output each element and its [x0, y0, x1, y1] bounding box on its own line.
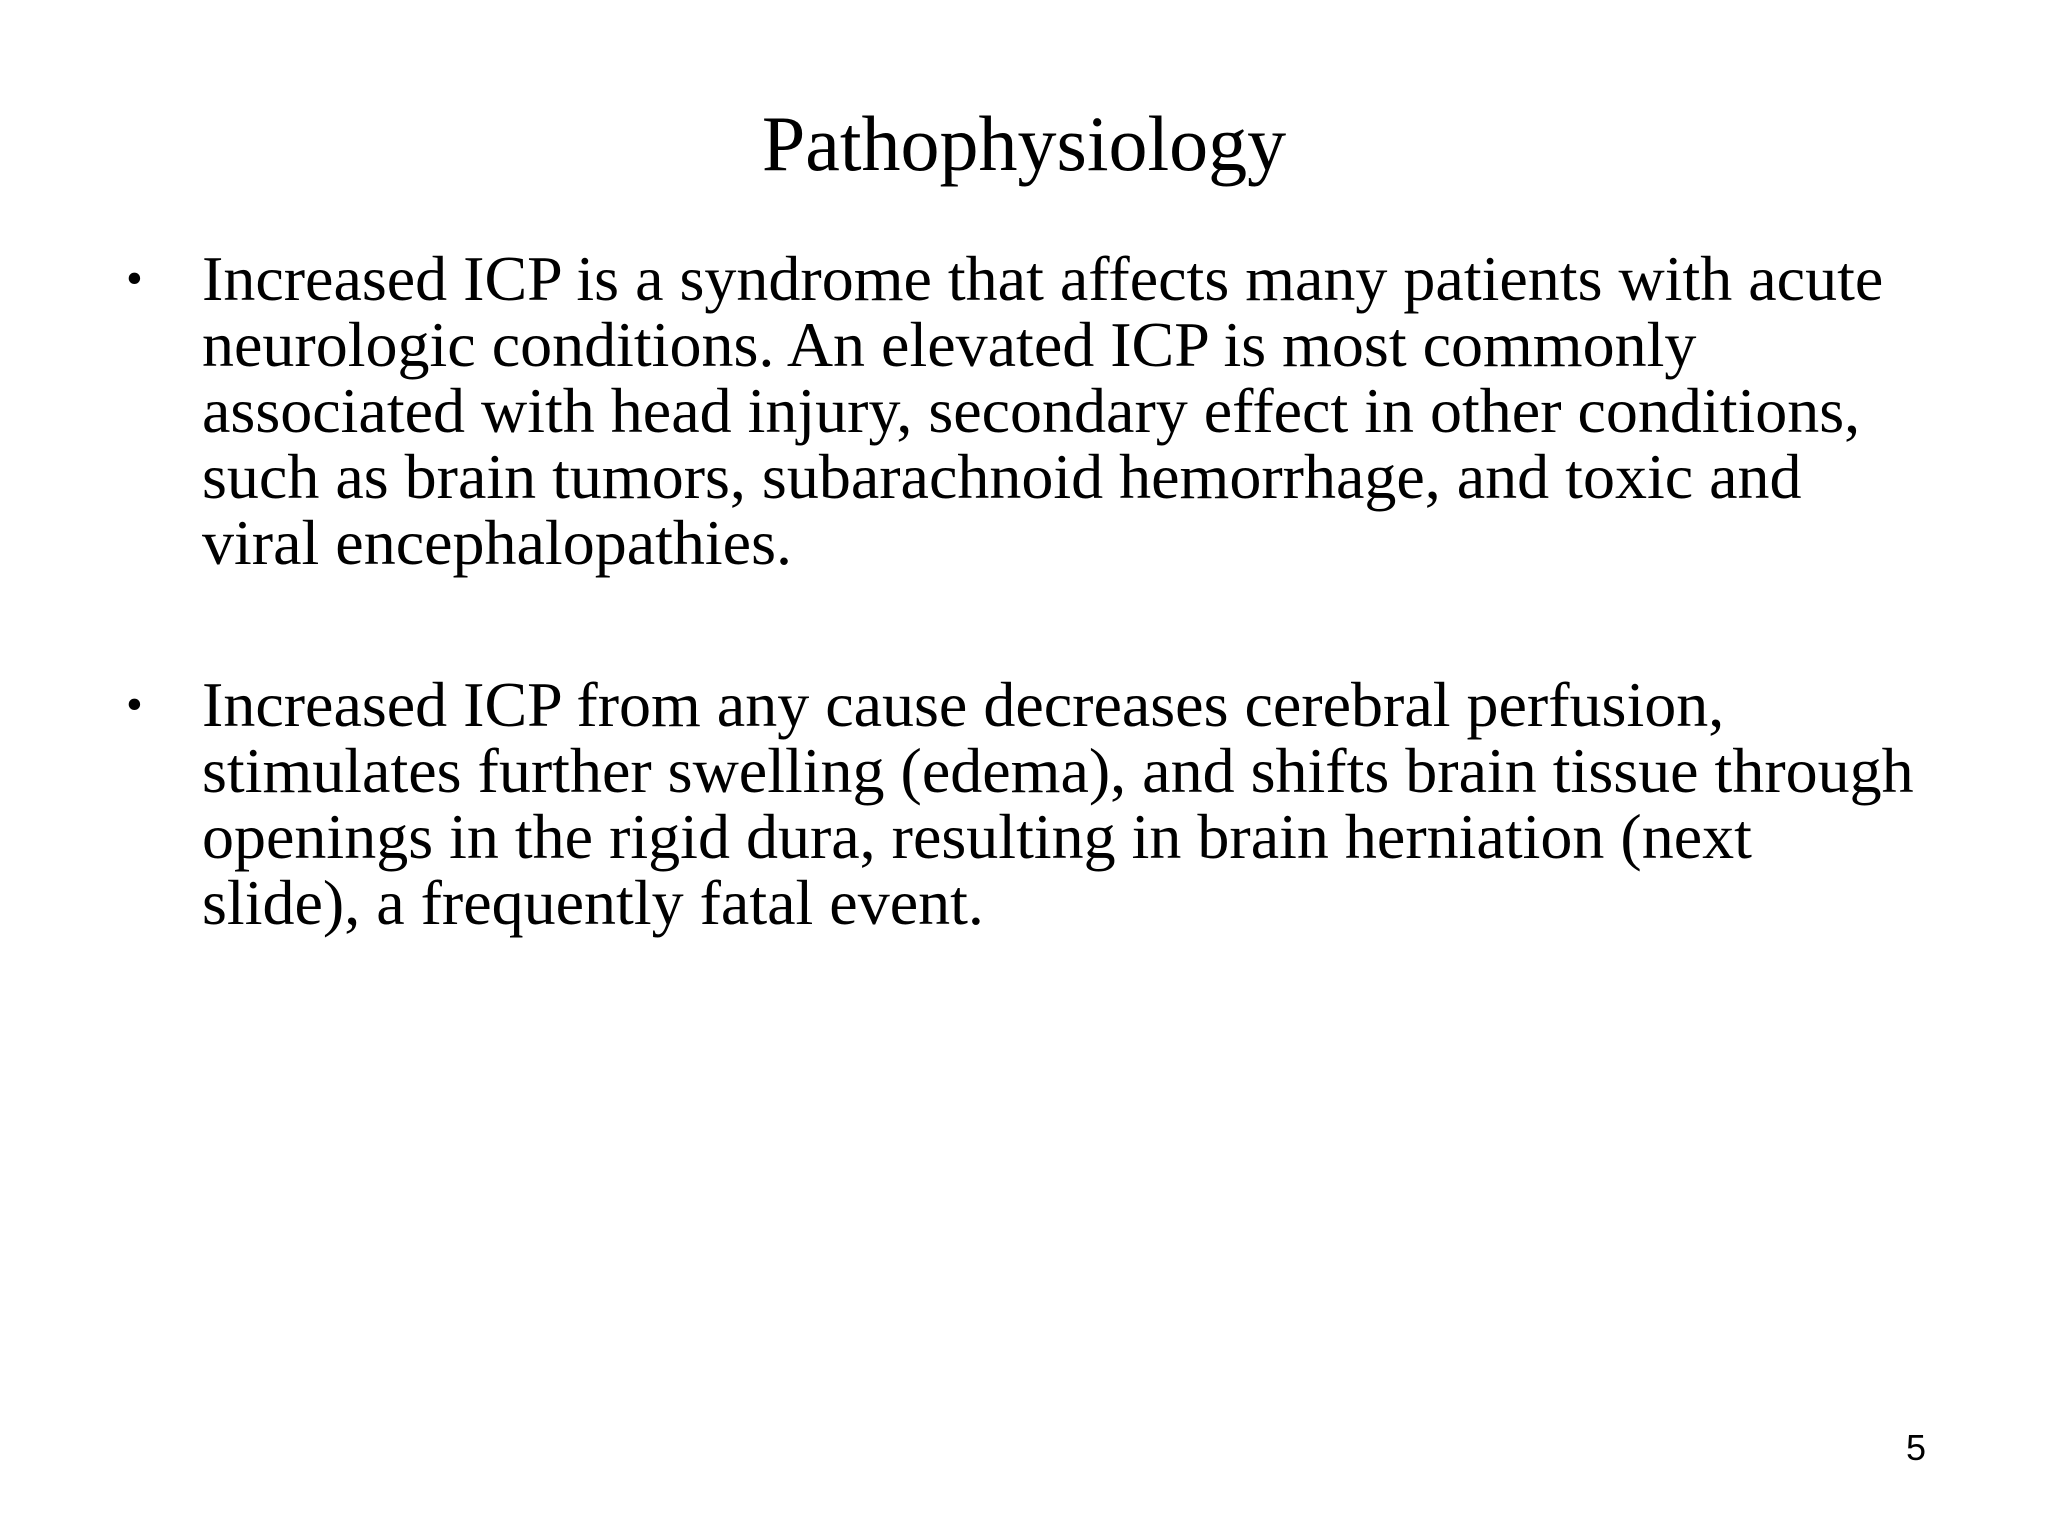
bullet-text: Increased ICP is a syndrome that affects many patients with acute neurologic conditions. An elevated ICP is most commonly associated with head injury, secondary effect in other conditions, such as brain tumors, subarachnoid hemorrhage, and toxic and viral encephalopathies. [202, 243, 1884, 578]
bullet-marker: • [126, 252, 143, 305]
bullet-text: Increased ICP from any cause decreases cerebral perfusion, stimulates further swelling (edema), and shifts brain tissue through openings in the rigid dura, resulting in brain herniation (next slide), a frequently fatal event. [202, 669, 1914, 938]
bullet-item-2 [126, 669, 1926, 938]
bullet-list [126, 243, 1926, 1032]
bullet-marker: • [126, 678, 143, 731]
page-number: 5 [1906, 1427, 1927, 1468]
bullet-item-1 [126, 243, 1926, 578]
slide-title: Pathophysiology [761, 100, 1287, 187]
